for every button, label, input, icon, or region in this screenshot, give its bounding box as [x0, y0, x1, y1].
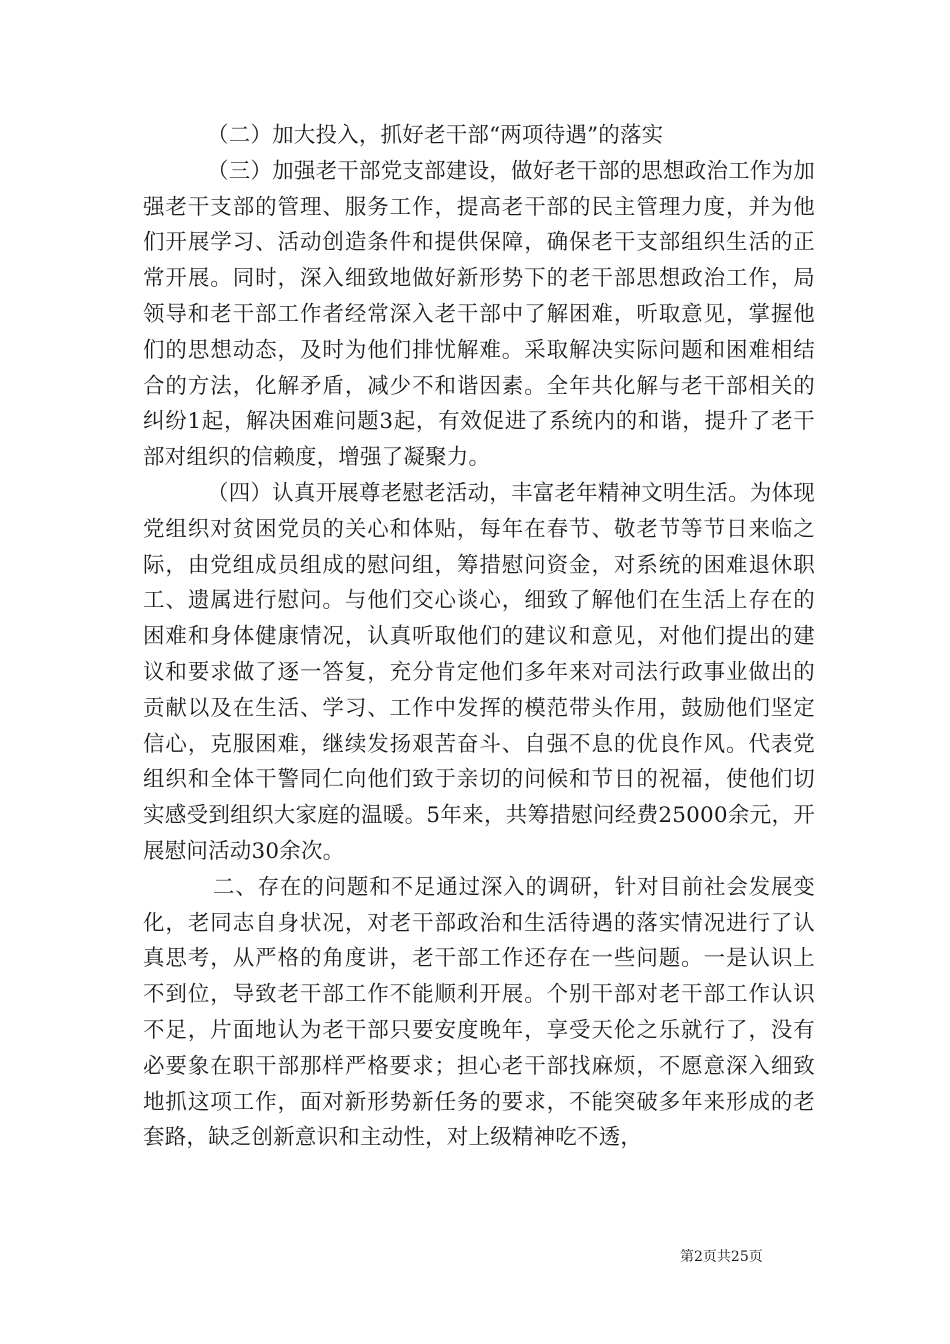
page-number-footer: 第2页共25页: [680, 1249, 763, 1265]
paragraph-section-3: （三）加强老干部党支部建设，做好老干部的思想政治工作为加强老干支部的管理、服务工作，提高老干部的民主管理力度，并为他们开展学习、活动创造条件和提供保障，确保老干支部组织生活的正常开展。同时，深入细致地做好新形势下的老干部思想政治工作，局领导和老干部工作者经常深入老干部中了解困难，听取意见，掌握他们的思想动态，及时为他们排忧解难。采取解决实际问题和困难相结合的方法，化解矛盾，减少不和谐因素。全年共化解与老干部相关的纠纷1起，解决困难问题3起，有效促进了系统内的和谐，提升了老干部对组织的信赖度，增强了凝聚力。: [143, 158, 815, 471]
paragraph-section-4: （四）认真开展尊老慰老活动，丰富老年精神文明生活。为体现党组织对贫困党员的关心和体贴，每年在春节、敬老节等节日来临之际，由党组成员组成的慰问组，筹措慰问资金，对系统的困难退休职工、遗属进行慰问。与他们交心谈心，细致了解他们在生活上存在的困难和身体健康情况，认真听取他们的建议和意见，对他们提出的建议和要求做了逐一答复，充分肯定他们多年来对司法行政事业做出的贡献以及在生活、学习、工作中发挥的模范带头作用，鼓励他们坚定信心，克服困难，继续发扬艰苦奋斗、自强不息的优良作风。代表党组织和全体干警同仁向他们致于亲切的问候和节日的祝福，使他们切实感受到组织大家庭的温暖。5年来，共筹措慰问经费25000余元，开展慰问活动30余次。: [143, 480, 815, 864]
document-body: [143, 118, 815, 1156]
paragraph-section-2: （二）加大投入，抓好老干部“两项待遇”的落实: [207, 123, 664, 148]
paragraph-problems: 二、存在的问题和不足通过深入的调研，针对目前社会发展变化，老同志自身状况，对老干部政治和生活待遇的落实情况进行了认真思考，从严格的角度讲，老干部工作还存在一些问题。一是认识上不到位，导致老干部工作不能顺利开展。个别干部对老干部工作认识不足，片面地认为老干部只要安度晚年，享受天伦之乐就行了，没有必要象在职干部那样严格要求；担心老干部找麻烦，不愿意深入细致地抓这项工作，面对新形势新任务的要求，不能突破多年来形成的老套路，缺乏创新意识和主动性，对上级精神吃不透，: [143, 874, 815, 1151]
